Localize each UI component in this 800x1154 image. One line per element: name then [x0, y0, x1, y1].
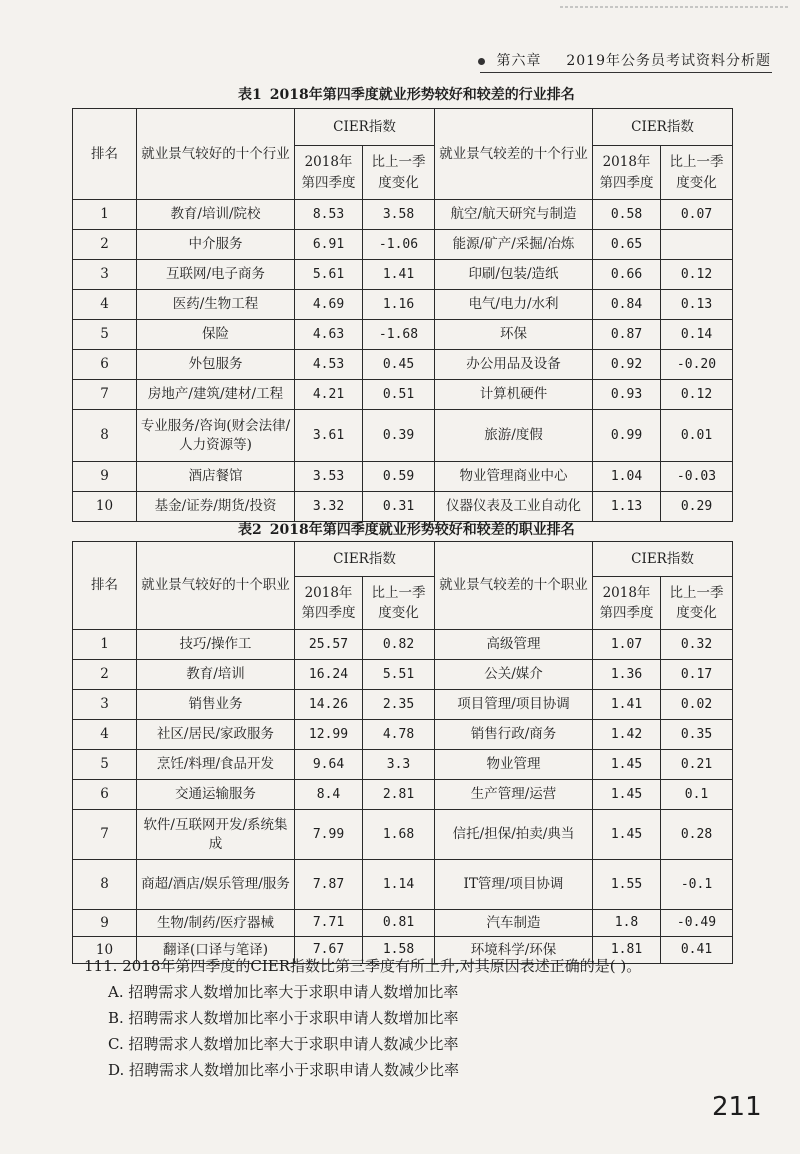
- good-change-cell: 2.35: [363, 690, 435, 720]
- option-a[interactable]: A. 招聘需求人数增加比率大于求职申请人数增加比率: [108, 983, 459, 1001]
- good-q4-cell: 3.61: [295, 410, 363, 462]
- rank-cell: 8: [73, 860, 137, 910]
- bad-name-cell: 印刷/包装/造纸: [435, 260, 593, 290]
- change-header: 比上一季度变化: [363, 577, 435, 630]
- bad-name-cell: 销售行政/商务: [435, 720, 593, 750]
- good-name-cell: 保险: [137, 320, 295, 350]
- table-row: [73, 750, 733, 780]
- good-q4-cell: 5.61: [295, 260, 363, 290]
- good-change-cell: 0.51: [363, 380, 435, 410]
- good-name-cell: 教育/培训: [137, 660, 295, 690]
- bad-q4-cell: 1.45: [593, 750, 661, 780]
- good-q4-cell: 25.57: [295, 630, 363, 660]
- bad-name-cell: 物业管理: [435, 750, 593, 780]
- good-change-cell: 0.81: [363, 910, 435, 937]
- bad-q4-cell: 1.04: [593, 462, 661, 492]
- bad-q4-cell: 0.84: [593, 290, 661, 320]
- bad-name-cell: 能源/矿产/采掘/冶炼: [435, 230, 593, 260]
- bad-name-cell: 电气/电力/水利: [435, 290, 593, 320]
- rank-cell: 5: [73, 750, 137, 780]
- rank-cell: 1: [73, 630, 137, 660]
- bad-change-cell: [661, 230, 733, 260]
- cier-header: CIER指数: [295, 542, 435, 577]
- rank-cell: 8: [73, 410, 137, 462]
- change-header: 比上一季度变化: [661, 146, 733, 200]
- good-change-cell: 0.39: [363, 410, 435, 462]
- rank-cell: 10: [73, 492, 137, 522]
- good-name-cell: 销售业务: [137, 690, 295, 720]
- good-q4-cell: 16.24: [295, 660, 363, 690]
- good-name-cell: 酒店餐馆: [137, 462, 295, 492]
- table-row: [73, 380, 733, 410]
- bad-name-cell: 航空/航天研究与制造: [435, 200, 593, 230]
- good-q4-cell: 4.21: [295, 380, 363, 410]
- good-name-cell: 技巧/操作工: [137, 630, 295, 660]
- table-row: [73, 810, 733, 860]
- good-q4-cell: 3.53: [295, 462, 363, 492]
- bad-name-cell: 计算机硬件: [435, 380, 593, 410]
- bad-q4-cell: 1.55: [593, 860, 661, 910]
- bad-name-cell: 公关/媒介: [435, 660, 593, 690]
- good-q4-cell: 7.67: [295, 937, 363, 964]
- rank-cell: 7: [73, 810, 137, 860]
- rank-cell: 2: [73, 660, 137, 690]
- rank-cell: 1: [73, 200, 137, 230]
- bad-name-cell: 环保: [435, 320, 593, 350]
- bad-q4-cell: 0.87: [593, 320, 661, 350]
- bad-change-cell: 0.35: [661, 720, 733, 750]
- good-q4-cell: 3.32: [295, 492, 363, 522]
- bad-q4-cell: 1.45: [593, 780, 661, 810]
- table-row: [73, 462, 733, 492]
- question-text: 2018年第四季度的CIER指数比第三季度有所上升,对其原因表述正确的是( )。: [122, 957, 642, 975]
- bad-q4-cell: 1.45: [593, 810, 661, 860]
- rank-cell: 6: [73, 350, 137, 380]
- bad-change-cell: 0.07: [661, 200, 733, 230]
- table1-label: 表1: [238, 87, 262, 103]
- bad-change-cell: 0.1: [661, 780, 733, 810]
- good-name-cell: 房地产/建筑/建材/工程: [137, 380, 295, 410]
- bad-q4-cell: 0.99: [593, 410, 661, 462]
- bad-change-cell: 0.13: [661, 290, 733, 320]
- good-change-cell: 3.58: [363, 200, 435, 230]
- bad-q4-cell: 1.36: [593, 660, 661, 690]
- cier-header: CIER指数: [593, 109, 733, 146]
- good-name-cell: 翻译(口译与笔译): [137, 937, 295, 964]
- good-name-cell: 医药/生物工程: [137, 290, 295, 320]
- good-change-cell: 3.3: [363, 750, 435, 780]
- table-row: [73, 290, 733, 320]
- rank-cell: 7: [73, 380, 137, 410]
- table-row: [73, 860, 733, 910]
- bad-q4-cell: 1.13: [593, 492, 661, 522]
- good-q4-cell: 14.26: [295, 690, 363, 720]
- bad-q4-cell: 0.58: [593, 200, 661, 230]
- bad-name-cell: 物业管理商业中心: [435, 462, 593, 492]
- book-title: 2019年公务员考试资料分析题: [566, 53, 771, 69]
- bad-industries-header: 就业景气较差的十个行业: [435, 109, 593, 200]
- bad-name-cell: 仪器仪表及工业自动化: [435, 492, 593, 522]
- bullet-icon: [478, 58, 485, 65]
- good-q4-cell: 9.64: [295, 750, 363, 780]
- good-change-cell: 1.16: [363, 290, 435, 320]
- good-name-cell: 教育/培训/院校: [137, 200, 295, 230]
- bad-q4-cell: 1.42: [593, 720, 661, 750]
- table-row: [73, 660, 733, 690]
- good-name-cell: 交通运输服务: [137, 780, 295, 810]
- good-q4-cell: 8.4: [295, 780, 363, 810]
- good-name-cell: 外包服务: [137, 350, 295, 380]
- good-q4-cell: 4.63: [295, 320, 363, 350]
- good-name-cell: 生物/制药/医疗器械: [137, 910, 295, 937]
- rank-cell: 9: [73, 462, 137, 492]
- scan-edge-mark: [560, 6, 790, 8]
- good-name-cell: 烹饪/料理/食品开发: [137, 750, 295, 780]
- table1-title: 2018年第四季度就业形势较好和较差的行业排名: [269, 87, 575, 103]
- rank-header: 排名: [73, 109, 137, 200]
- good-name-cell: 基金/证券/期货/投资: [137, 492, 295, 522]
- question-number: 111.: [84, 957, 118, 975]
- bad-change-cell: 0.41: [661, 937, 733, 964]
- bad-name-cell: 生产管理/运营: [435, 780, 593, 810]
- industry-ranking-table: [72, 108, 733, 522]
- good-industries-header: 就业景气较好的十个行业: [137, 109, 295, 200]
- bad-change-cell: 0.01: [661, 410, 733, 462]
- good-q4-cell: 7.99: [295, 810, 363, 860]
- bad-change-cell: -0.49: [661, 910, 733, 937]
- good-q4-cell: 12.99: [295, 720, 363, 750]
- bad-name-cell: 旅游/度假: [435, 410, 593, 462]
- table-row: [73, 260, 733, 290]
- good-change-cell: 1.58: [363, 937, 435, 964]
- good-change-cell: -1.68: [363, 320, 435, 350]
- table-row: [73, 690, 733, 720]
- change-header: 比上一季度变化: [661, 577, 733, 630]
- table-row: [73, 320, 733, 350]
- table-row: [73, 492, 733, 522]
- good-change-cell: 5.51: [363, 660, 435, 690]
- bad-q4-cell: 0.93: [593, 380, 661, 410]
- good-q4-cell: 8.53: [295, 200, 363, 230]
- bad-name-cell: 办公用品及设备: [435, 350, 593, 380]
- occupation-ranking-table: [72, 541, 733, 964]
- bad-q4-cell: 1.8: [593, 910, 661, 937]
- bad-q4-cell: 1.41: [593, 690, 661, 720]
- q4-header: 2018年第四季度: [295, 577, 363, 630]
- option-d[interactable]: D. 招聘需求人数增加比率小于求职申请人数减少比率: [108, 1061, 460, 1079]
- bad-q4-cell: 0.65: [593, 230, 661, 260]
- bad-change-cell: 0.17: [661, 660, 733, 690]
- cier-header: CIER指数: [593, 542, 733, 577]
- bad-q4-cell: 1.07: [593, 630, 661, 660]
- rank-cell: 4: [73, 720, 137, 750]
- chapter-label: 第六章: [496, 53, 542, 69]
- good-name-cell: 社区/居民/家政服务: [137, 720, 295, 750]
- table-row: [73, 780, 733, 810]
- table-row: [73, 350, 733, 380]
- good-change-cell: 1.14: [363, 860, 435, 910]
- q4-header: 2018年第四季度: [295, 146, 363, 200]
- good-name-cell: 专业服务/咨询(财会法律/人力资源等): [137, 410, 295, 462]
- good-name-cell: 软件/互联网开发/系统集成: [137, 810, 295, 860]
- bad-occupations-header: 就业景气较差的十个职业: [435, 542, 593, 630]
- bad-change-cell: 0.21: [661, 750, 733, 780]
- good-q4-cell: 6.91: [295, 230, 363, 260]
- rank-cell: 4: [73, 290, 137, 320]
- good-q4-cell: 4.69: [295, 290, 363, 320]
- table-row: [73, 230, 733, 260]
- bad-change-cell: 0.29: [661, 492, 733, 522]
- rank-header: 排名: [73, 542, 137, 630]
- option-b[interactable]: B. 招聘需求人数增加比率小于求职申请人数增加比率: [108, 1009, 459, 1027]
- good-change-cell: 0.82: [363, 630, 435, 660]
- good-change-cell: 4.78: [363, 720, 435, 750]
- rank-cell: 3: [73, 260, 137, 290]
- option-c[interactable]: C. 招聘需求人数增加比率大于求职申请人数减少比率: [108, 1035, 459, 1053]
- good-occupations-header: 就业景气较好的十个职业: [137, 542, 295, 630]
- change-header: 比上一季度变化: [363, 146, 435, 200]
- bad-change-cell: -0.1: [661, 860, 733, 910]
- bad-name-cell: 环境科学/环保: [435, 937, 593, 964]
- bad-change-cell: 0.12: [661, 260, 733, 290]
- good-change-cell: -1.06: [363, 230, 435, 260]
- table2-title: 2018年第四季度就业形势较好和较差的职业排名: [269, 522, 575, 538]
- bad-change-cell: 0.02: [661, 690, 733, 720]
- cier-header: CIER指数: [295, 109, 435, 146]
- rank-cell: 6: [73, 780, 137, 810]
- bad-change-cell: 0.32: [661, 630, 733, 660]
- good-change-cell: 2.81: [363, 780, 435, 810]
- bad-name-cell: 汽车制造: [435, 910, 593, 937]
- bad-name-cell: 高级管理: [435, 630, 593, 660]
- rank-cell: 3: [73, 690, 137, 720]
- question-stem: [84, 953, 784, 979]
- good-q4-cell: 4.53: [295, 350, 363, 380]
- good-change-cell: 1.68: [363, 810, 435, 860]
- bad-change-cell: 0.28: [661, 810, 733, 860]
- table-row: [73, 910, 733, 937]
- rank-cell: 2: [73, 230, 137, 260]
- good-name-cell: 互联网/电子商务: [137, 260, 295, 290]
- rank-cell: 9: [73, 910, 137, 937]
- bad-change-cell: 0.14: [661, 320, 733, 350]
- good-q4-cell: 7.71: [295, 910, 363, 937]
- bad-change-cell: -0.20: [661, 350, 733, 380]
- table1-caption: [238, 84, 575, 104]
- table-row: [73, 630, 733, 660]
- good-change-cell: 0.31: [363, 492, 435, 522]
- good-change-cell: 0.59: [363, 462, 435, 492]
- rank-cell: 10: [73, 937, 137, 964]
- rank-cell: 5: [73, 320, 137, 350]
- running-header: [478, 50, 771, 70]
- good-name-cell: 中介服务: [137, 230, 295, 260]
- page-number: 211: [712, 1092, 762, 1122]
- table-row: [73, 200, 733, 230]
- bad-name-cell: 信托/担保/拍卖/典当: [435, 810, 593, 860]
- table-row: [73, 410, 733, 462]
- bad-q4-cell: 0.92: [593, 350, 661, 380]
- q4-header: 2018年第四季度: [593, 577, 661, 630]
- good-change-cell: 1.41: [363, 260, 435, 290]
- bad-change-cell: -0.03: [661, 462, 733, 492]
- q4-header: 2018年第四季度: [593, 146, 661, 200]
- bad-q4-cell: 0.66: [593, 260, 661, 290]
- good-name-cell: 商超/酒店/娱乐管理/服务: [137, 860, 295, 910]
- good-q4-cell: 7.87: [295, 860, 363, 910]
- question-111: [84, 953, 784, 1083]
- table2-label: 表2: [238, 522, 262, 538]
- bad-name-cell: 项目管理/项目协调: [435, 690, 593, 720]
- bad-q4-cell: 1.81: [593, 937, 661, 964]
- bad-name-cell: IT管理/项目协调: [435, 860, 593, 910]
- table2-caption: [238, 519, 575, 539]
- table-row: [73, 720, 733, 750]
- header-rule: [480, 72, 772, 73]
- good-change-cell: 0.45: [363, 350, 435, 380]
- bad-change-cell: 0.12: [661, 380, 733, 410]
